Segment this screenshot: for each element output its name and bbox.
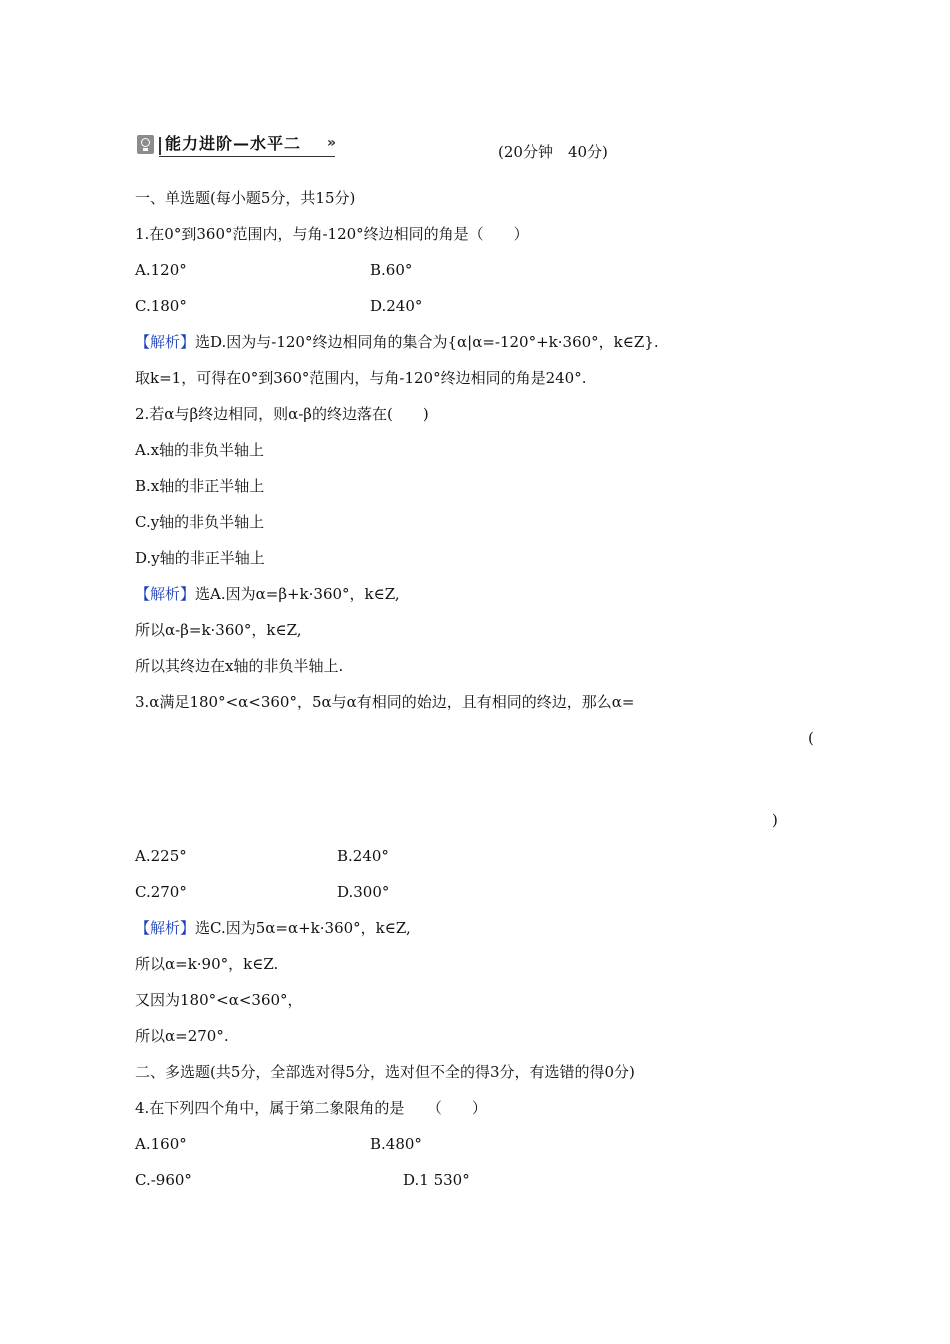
q2-option-a: A.x轴的非负半轴上: [135, 441, 265, 459]
q2-option-c: C.y轴的非负半轴上: [135, 513, 265, 531]
q2-option-d: D.y轴的非正半轴上: [135, 549, 265, 567]
section-header: [137, 133, 347, 157]
question-4-stem: 4.在下列四个角中，属于第二象限角的是 （ ）: [135, 1099, 487, 1117]
section-heading-multiple-choice: 二、多选题(共5分，全部选对得5分，选对但不全的得3分，有选错的得0分): [135, 1063, 635, 1081]
question-1-stem: 1.在0°到360°范围内，与角-120°终边相同的角是（ ）: [135, 225, 529, 243]
q1-option-b: B.60°: [370, 261, 413, 279]
header-divider: [159, 137, 161, 155]
question-3-stem: 3.α满足180°<α<360°，5α与α有相同的始边，且有相同的终边，那么α=: [135, 693, 635, 711]
time-score: (20分钟 40分): [498, 143, 608, 161]
q1-explanation-line-1: 选D.因为与-120°终边相同角的集合为{α|α=-120°+k·360°，k∈Z}.: [195, 333, 659, 351]
q1-option-d: D.240°: [370, 297, 423, 315]
section-title: 能力进阶—水平二: [165, 134, 302, 153]
q2-explanation-line-2: 所以α-β=k·360°，k∈Z,: [135, 621, 302, 639]
header-underline: [159, 156, 335, 157]
q1-option-c: C.180°: [135, 297, 187, 315]
q3-explanation-line-1: 选C.因为5α=α+k·360°，k∈Z,: [195, 919, 411, 937]
q3-explanation-line-2: 所以α=k·90°，k∈Z.: [135, 955, 279, 973]
q4-option-c: C.-960°: [135, 1171, 192, 1189]
q3-option-c: C.270°: [135, 883, 187, 901]
analysis-tag: 【解析】: [135, 585, 196, 603]
analysis-tag: 【解析】: [135, 333, 196, 351]
q4-option-d: D.1 530°: [403, 1171, 470, 1189]
q3-explanation-line-3: 又因为180°<α<360°，: [135, 991, 303, 1009]
double-arrow-icon: »: [327, 135, 337, 151]
q3-explanation: [135, 918, 411, 938]
q1-explanation: [135, 332, 659, 352]
q3-option-b: B.240°: [337, 847, 389, 865]
q3-option-a: A.225°: [135, 847, 187, 865]
section-heading-single-choice: 一、单选题(每小题5分，共15分): [135, 189, 356, 207]
analysis-tag: 【解析】: [135, 919, 196, 937]
q3-paren-close: ): [772, 811, 778, 829]
q3-paren-open: (: [808, 729, 814, 747]
question-2-stem: 2.若α与β终边相同，则α-β的终边落在( ): [135, 405, 429, 423]
q3-explanation-line-4: 所以α=270°.: [135, 1027, 229, 1045]
q2-explanation-line-3: 所以其终边在x轴的非负半轴上.: [135, 657, 344, 675]
q2-option-b: B.x轴的非正半轴上: [135, 477, 265, 495]
q2-explanation: [135, 584, 400, 604]
q4-option-a: A.160°: [135, 1135, 187, 1153]
lightbulb-icon: [137, 135, 154, 154]
q3-option-d: D.300°: [337, 883, 390, 901]
q1-option-a: A.120°: [135, 261, 187, 279]
q4-option-b: B.480°: [370, 1135, 422, 1153]
q2-explanation-line-1: 选A.因为α=β+k·360°，k∈Z,: [195, 585, 400, 603]
q1-explanation-line-2: 取k=1，可得在0°到360°范围内，与角-120°终边相同的角是240°.: [135, 369, 587, 387]
